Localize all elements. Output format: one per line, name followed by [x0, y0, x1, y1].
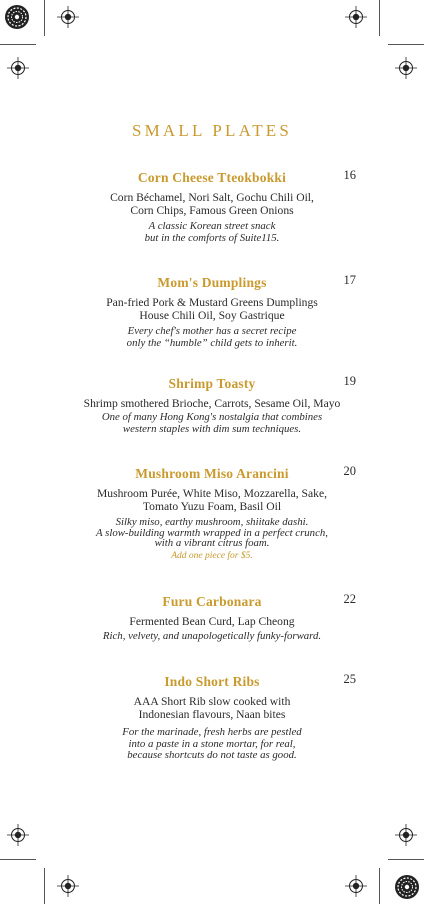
- trim-mark: [388, 859, 424, 860]
- dish-description: For the marinade, fresh herbs are pestled into a paste in a stone mortar, for real, because shortcuts do not taste as good.: [122, 726, 302, 761]
- dish-ingredients: Corn Béchamel, Nori Salt, Gochu Chili Oil, Corn Chips, Famous Green Onions: [110, 191, 314, 217]
- trim-mark: [0, 859, 36, 860]
- dish-name: Mom's Dumplings: [157, 275, 267, 290]
- trim-mark: [44, 868, 45, 904]
- dish-ingredients: Shrimp smothered Brioche, Carrots, Sesame Oil, Mayo: [83, 397, 341, 410]
- dish-description: Rich, velvety, and unapologetically funky-forward.: [102, 630, 322, 642]
- menu-item: [0, 272, 424, 349]
- dish-price: 22: [343, 592, 356, 606]
- dish-price: 16: [343, 168, 356, 182]
- dish-name: Mushroom Miso Arancini: [135, 466, 289, 481]
- registration-mark-icon: [345, 875, 367, 897]
- dish-description: One of many Hong Kong's nostalgia that combines western staples with dim sum techniques.: [101, 411, 323, 435]
- dish-description: Every chef's mother has a secret recipe only the “humble” child gets to inherit.: [126, 325, 298, 349]
- seal-mark-icon: [394, 874, 420, 900]
- dish-price: 20: [343, 464, 356, 478]
- dish-name: Indo Short Ribs: [164, 674, 260, 689]
- trim-mark: [388, 44, 424, 45]
- dish-description: A classic Korean street snack but in the comforts of Suite115.: [144, 220, 280, 244]
- menu-item: [0, 463, 424, 561]
- trim-mark: [0, 44, 36, 45]
- trim-mark: [379, 0, 380, 36]
- dish-price: 17: [343, 273, 356, 287]
- section-title: SMALL PLATES: [131, 121, 293, 140]
- dish-price: 25: [343, 672, 356, 686]
- menu-item: [0, 671, 424, 762]
- dish-name: Furu Carbonara: [162, 594, 262, 609]
- registration-mark-icon: [57, 875, 79, 897]
- menu-item: [0, 591, 424, 643]
- dish-name: Corn Cheese Tteokbokki: [137, 170, 287, 185]
- registration-mark-icon: [7, 824, 29, 846]
- trim-mark: [379, 868, 380, 904]
- registration-mark-icon: [7, 57, 29, 79]
- dish-price: 19: [343, 374, 356, 388]
- dish-description: Silky miso, earthy mushroom, shiitake dashi. A slow-building warmth wrapped in a perfect crunch, with a vibrant citrus foam.: [96, 516, 328, 549]
- dish-ingredients: Pan-fried Pork & Mustard Greens Dumplings House Chili Oil, Soy Gastrique: [106, 296, 318, 322]
- registration-mark-icon: [345, 6, 367, 28]
- menu-item: [0, 167, 424, 244]
- registration-mark-icon: [395, 824, 417, 846]
- registration-mark-icon: [395, 57, 417, 79]
- dish-ingredients: Fermented Bean Curd, Lap Cheong: [129, 615, 295, 628]
- trim-mark: [44, 0, 45, 36]
- dish-ingredients: AAA Short Rib slow cooked with Indonesian flavours, Naan bites: [133, 695, 291, 721]
- seal-mark-icon: [4, 4, 30, 30]
- dish-addon-note: Add one piece for $5.: [171, 550, 253, 561]
- registration-mark-icon: [57, 6, 79, 28]
- dish-name: Shrimp Toasty: [168, 376, 256, 391]
- menu-item: [0, 373, 424, 435]
- dish-ingredients: Mushroom Purée, White Miso, Mozzarella, Sake, Tomato Yuzu Foam, Basil Oil: [96, 487, 327, 513]
